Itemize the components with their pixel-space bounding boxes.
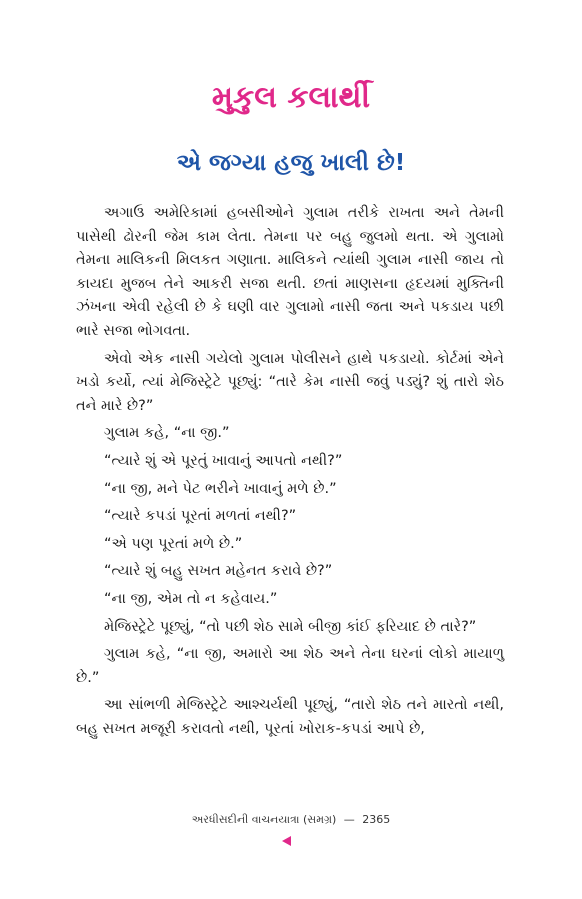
page-title: એ જગ્યા હજુ ખાલી છે! [176,150,406,176]
paragraph: “ત્યારે કપડાં પૂરતાં મળતાં નથી?” [104,508,297,525]
footer-separator: — [343,813,355,826]
paragraph: મેજિસ્ટ્રેટે પૂછ્યું, “તો પછી શેઠ સામે બીજી કાંઈ ફરિયાદ છે તારે?” [104,618,477,635]
paragraph: અગાઉ અમેરિકામાં હબસીઓને ગુલામ તરીકે રાખતા અને તેમની પાસેથી ઢોરની જેમ કામ લેતા. તેમના પર બહુ જુલમો થતા. એ ગુલામો તેમના માલિકની મિલકત ગણાતા. માલિકને ત્યાંથી ગુલામ નાસી જાય તો કાયદા મુજબ તેને આકરી સજા થતી. છતાં માણસના હૃદયમાં મુક્તિની ઝંખના એવી રહેલી છે કે ઘણી વાર ગુલામો નાસી જતા અને પકડાય પછી ભારે સજા ભોગવતા. [76,205,504,339]
paragraph: આ સાંભળી મેજિસ્ટ્રેટે આશ્ચર્યથી પૂછ્યું, “તારો શેઠ તને મારતો નથી, બહુ સખત મજૂરી કરાવતો નથી, પૂરતાં ખોરાક-કપડાં આપે છે, [76,697,504,737]
author-name: મુકુલ કલાર્થી [211,80,371,115]
article-body [76,202,504,745]
paragraph: “ત્યારે શું બહુ સખત મહેનત કરાવે છે?” [104,563,333,580]
paragraph: “ત્યારે શું એ પૂરતું ખાવાનું આપતો નથી?” [104,452,343,469]
paragraph: ગુલામ કહે, “ના જી.” [104,425,230,442]
paragraph: “ના જી, એમ તો ન કહેવાય.” [104,590,278,607]
paragraph: “ના જી, મને પેટ ભરીને ખાવાનું મળે છે.” [104,480,337,497]
paragraph: એવો એક નાસી ગયેલો ગુલામ પોલીસને હાથે પકડાયો. કોર્ટમાં એને ખડો કર્યો, ત્યાં મેજિસ્ટ્રેટે પૂછ્યું: “તારે કેમ નાસી જવું પડ્યું? શું તારો શેઠ તને મારે છે?” [76,350,504,414]
triangle-left-icon[interactable] [282,836,291,846]
paragraph: ગુલામ કહે, “ના જી, અમારો આ શેઠ અને તેના ઘરનાં લોકો માયાળુ છે.” [76,646,504,686]
page-footer [0,812,582,828]
footer-page-number: 2365 [362,813,391,826]
footer-book-title: અરધીસદીની વાચનયાત્રા (સમગ્ર) [191,813,337,826]
paragraph: “એ પણ પૂરતાં મળે છે.” [104,535,243,552]
